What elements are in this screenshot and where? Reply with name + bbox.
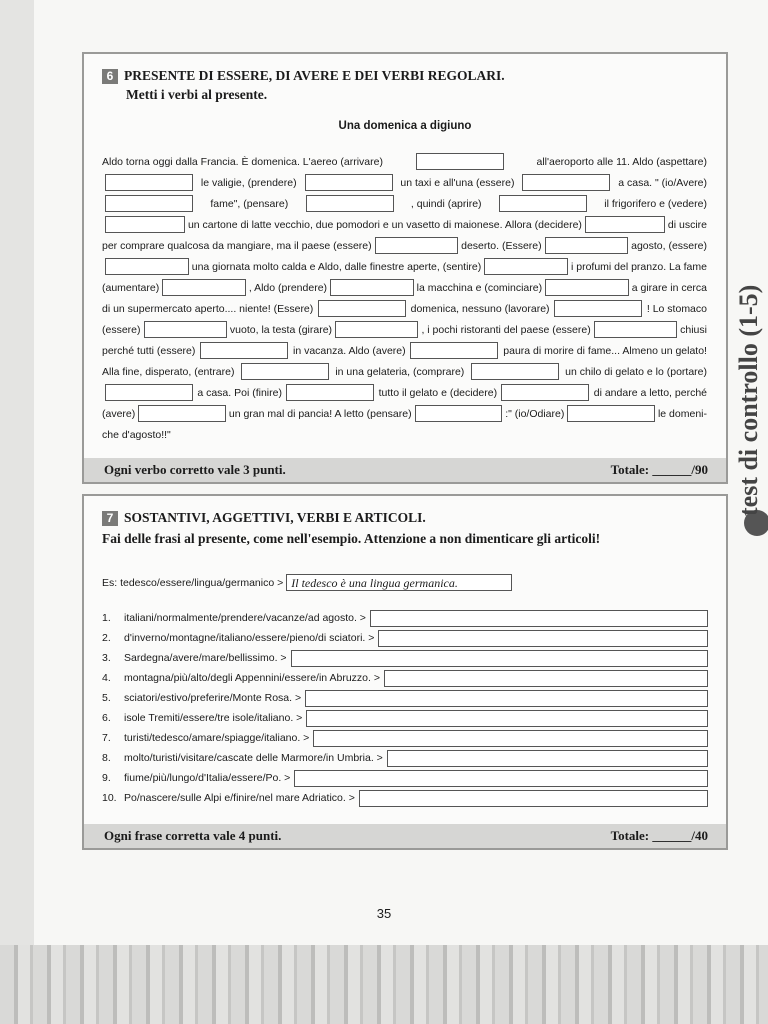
item-number: 9.: [102, 772, 111, 784]
verb-blank[interactable]: [105, 258, 189, 275]
score-rule: Ogni verbo corretto vale 3 punti.: [104, 462, 286, 477]
story-text-segment: in vacanza. Aldo (avere): [293, 344, 406, 357]
exercise-6: [82, 52, 728, 484]
exercise-6-footer: [84, 458, 726, 482]
story-text-segment: la macchina e (cominciare): [416, 281, 543, 294]
story-text-segment: di andare a letto, perché: [593, 386, 707, 399]
verb-blank[interactable]: [594, 321, 677, 338]
example-prompt: Es: tedesco/essere/lingua/germanico >: [102, 576, 284, 589]
sentence-item: [102, 728, 708, 748]
story-text-segment: una giornata molto calda e Aldo, dalle finestre aperte, (sentire): [191, 260, 482, 273]
verb-blank[interactable]: [286, 384, 374, 401]
story-text-segment: di un supermercato aperto.... niente! (Essere): [102, 302, 314, 315]
story-text-segment: per comprare qualcosa da mangiare, ma il paese (essere): [102, 239, 372, 252]
exercise-instruction: Metti i verbi al presente.: [126, 87, 268, 102]
story-line: [102, 172, 707, 193]
sentence-list: [102, 608, 708, 808]
item-number: 3.: [102, 652, 111, 664]
answer-field[interactable]: [291, 650, 708, 667]
story-text-segment: deserto. (Essere): [461, 239, 542, 252]
story-text-segment: Alla fine, disperato, (entrare): [102, 365, 235, 378]
verb-blank[interactable]: [545, 279, 629, 296]
story-text-segment: all'aeroporto alle 11. Aldo (aspettare): [536, 155, 707, 168]
story-line: [102, 256, 707, 277]
item-prompt: isole Tremiti/essere/tre isole/italiano. >: [124, 712, 303, 724]
sentence-item: [102, 708, 708, 728]
story-text-segment: , Aldo (prendere): [248, 281, 328, 294]
item-prompt: sciatori/estivo/preferire/Monte Rosa. >: [124, 692, 302, 704]
sentence-item: [102, 628, 708, 648]
total-max: ______/90: [652, 462, 708, 477]
story-text-segment: (essere): [102, 323, 141, 336]
answer-field[interactable]: [306, 710, 708, 727]
story-text-segment: agosto, (essere): [631, 239, 707, 252]
item-number: 8.: [102, 752, 111, 764]
exercise-7-header: [102, 510, 600, 547]
scan-edge: [0, 945, 768, 1024]
story-line: [102, 298, 707, 319]
verb-blank[interactable]: [335, 321, 418, 338]
item-number: 5.: [102, 692, 111, 704]
total: [611, 462, 708, 478]
verb-blank[interactable]: [545, 237, 628, 254]
story-text-segment: un gran mal di pancia! A letto (pensare): [228, 407, 412, 420]
verb-blank[interactable]: [415, 405, 503, 422]
page-number: 35: [376, 906, 392, 921]
answer-field[interactable]: [294, 770, 708, 787]
story-line: [102, 277, 707, 298]
exercise-title: SOSTANTIVI, AGGETTIVI, VERBI E ARTICOLI.: [124, 510, 426, 525]
story-text-segment: :" (io/Odiare): [505, 407, 565, 420]
verb-blank[interactable]: [138, 405, 226, 422]
answer-field[interactable]: [387, 750, 708, 767]
verb-blank[interactable]: [522, 174, 610, 191]
story-text-segment: un taxi e all'una (essere): [400, 176, 515, 189]
story-text-segment: le domeni-: [657, 407, 707, 420]
verb-blank[interactable]: [200, 342, 288, 359]
sentence-item: [102, 608, 708, 628]
item-prompt: Po/nascere/sulle Alpi e/finire/nel mare Adriatico. >: [124, 792, 355, 804]
verb-blank[interactable]: [162, 279, 246, 296]
verb-blank[interactable]: [554, 300, 642, 317]
verb-blank[interactable]: [375, 237, 458, 254]
item-prompt: Sardegna/avere/mare/bellissimo. >: [124, 652, 287, 664]
verb-blank[interactable]: [416, 153, 504, 170]
example-answer: Il tedesco è una lingua germanica.: [286, 574, 512, 591]
verb-blank[interactable]: [410, 342, 498, 359]
story-line: [102, 235, 707, 256]
story-text-segment: che d'agosto!!": [102, 428, 171, 441]
verb-blank[interactable]: [105, 216, 185, 233]
story-text-segment: il frigorifero e (vedere): [604, 197, 707, 210]
answer-field[interactable]: [384, 670, 708, 687]
answer-field[interactable]: [359, 790, 708, 807]
verb-blank[interactable]: [567, 405, 655, 422]
answer-field[interactable]: [370, 610, 708, 627]
story-line: [102, 403, 707, 424]
story-text-segment: perché tutti (essere): [102, 344, 196, 357]
story-title: Una domenica a digiuno: [338, 120, 472, 132]
item-number: 10.: [102, 792, 117, 804]
verb-blank[interactable]: [144, 321, 227, 338]
verb-blank[interactable]: [585, 216, 665, 233]
story-line: [102, 319, 707, 340]
story-line: [102, 193, 707, 214]
exercise-title: PRESENTE DI ESSERE, DI AVERE E DEI VERBI REGOLARI.: [124, 68, 505, 83]
item-number: 7.: [102, 732, 111, 744]
item-number: 4.: [102, 672, 111, 684]
story-text-segment: tutto il gelato e (decidere): [378, 386, 498, 399]
item-prompt: fiume/più/lungo/d'Italia/essere/Po. >: [124, 772, 291, 784]
verb-blank[interactable]: [241, 363, 329, 380]
story-text-segment: in una gelateria, (comprare): [335, 365, 465, 378]
item-prompt: molto/turisti/visitare/cascate delle Marmore/in Umbria. >: [124, 752, 383, 764]
book-gutter: [0, 0, 35, 945]
exercise-number: 7: [102, 511, 118, 526]
score-rule: Ogni frase corretta vale 4 punti.: [104, 828, 282, 843]
exercise-7-footer: [84, 824, 726, 848]
item-prompt: d'inverno/montagne/italiano/essere/pieno/di sciatori. >: [124, 632, 375, 644]
side-label: test di controllo (1-5): [734, 284, 763, 516]
item-number: 6.: [102, 712, 111, 724]
sentence-item: [102, 788, 708, 808]
story-text-segment: a casa. " (io/Avere): [618, 176, 707, 189]
story-text-segment: un cartone di latte vecchio, due pomodori e un vasetto di maionese. Allora (decidere): [187, 218, 582, 231]
item-number: 2.: [102, 632, 111, 644]
story-text-segment: i profumi del pranzo. La fame: [570, 260, 707, 273]
sentence-item: [102, 688, 708, 708]
exercise-7: [82, 494, 728, 850]
verb-blank[interactable]: [306, 195, 394, 212]
verb-blank[interactable]: [305, 174, 393, 191]
total-max: ______/40: [652, 828, 708, 843]
total: [611, 828, 708, 844]
total-label: Totale:: [610, 462, 650, 477]
story-line: [102, 151, 707, 172]
story-text-segment: di uscire: [667, 218, 707, 231]
verb-blank[interactable]: [318, 300, 406, 317]
story-text-segment: (avere): [102, 407, 136, 420]
exercise-number: 6: [102, 69, 118, 84]
story-text-segment: domenica, nessuno (lavorare): [410, 302, 550, 315]
sentence-item: [102, 668, 708, 688]
verb-blank[interactable]: [105, 174, 193, 191]
story-text-segment: vuoto, la testa (girare): [229, 323, 333, 336]
story-text-segment: chiusi: [680, 323, 707, 336]
item-prompt: montagna/più/alto/degli Appennini/essere/in Abruzzo. >: [124, 672, 380, 684]
item-prompt: turisti/tedesco/amare/spiagge/italiano. >: [124, 732, 310, 744]
story-line: [102, 424, 707, 445]
verb-blank[interactable]: [105, 384, 193, 401]
story-text: [102, 151, 707, 445]
total-label: Totale:: [610, 828, 650, 843]
exercise-6-header: [102, 68, 505, 103]
verb-blank[interactable]: [499, 195, 587, 212]
verb-blank[interactable]: [501, 384, 589, 401]
sentence-item: [102, 768, 708, 788]
sentence-item: [102, 748, 708, 768]
answer-field[interactable]: [313, 730, 708, 747]
story-text-segment: fame", (pensare): [210, 197, 289, 210]
story-text-segment: , i pochi ristoranti del paese (essere): [421, 323, 591, 336]
verb-blank[interactable]: [484, 258, 568, 275]
story-text-segment: un chilo di gelato e lo (portare): [565, 365, 707, 378]
story-line: [102, 382, 707, 403]
story-line: [102, 340, 707, 361]
example-row: [102, 574, 512, 591]
story-line: [102, 361, 707, 382]
item-prompt: italiani/normalmente/prendere/vacanze/ad agosto. >: [124, 612, 366, 624]
story-text-segment: (aumentare): [102, 281, 160, 294]
story-line: [102, 214, 707, 235]
sentence-item: [102, 648, 708, 668]
verb-blank[interactable]: [471, 363, 559, 380]
answer-field[interactable]: [378, 630, 708, 647]
story-text-segment: a casa. Poi (finire): [197, 386, 282, 399]
answer-field[interactable]: [305, 690, 708, 707]
verb-blank[interactable]: [330, 279, 414, 296]
exercise-instruction: Fai delle frasi al presente, come nell'esempio. Attenzione a non dimenticare gli articoli!: [102, 531, 601, 546]
story-text-segment: a girare in cerca: [631, 281, 708, 294]
verb-blank[interactable]: [105, 195, 193, 212]
story-text-segment: le valigie, (prendere): [200, 176, 297, 189]
story-text-segment: , quindi (aprire): [410, 197, 482, 210]
story-text-segment: ! Lo stomaco: [646, 302, 707, 315]
story-text-segment: Aldo torna oggi dalla Francia. È domenica. L'aereo (arrivare): [102, 155, 383, 168]
story-text-segment: paura di morire di fame... Almeno un gelato!: [503, 344, 707, 357]
item-number: 1.: [102, 612, 111, 624]
